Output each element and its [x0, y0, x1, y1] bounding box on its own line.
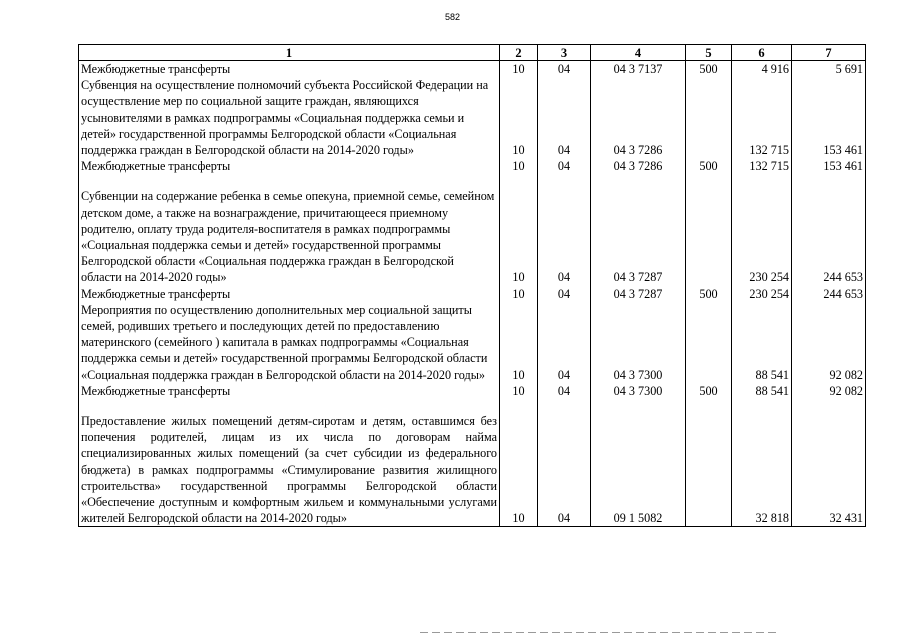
- row-name: Мероприятия по осуществлению дополнительных мер социальной защиты семей, родивших третьего и последующих детей по предоставлению материнского (семейного ) капитала в рамках подпрограммы «Социальная поддержка семьи и детей» государственной программы Белгородской области «Социальная поддержка граждан в Белгородской области на 2014-2020 годы»: [79, 302, 500, 383]
- row-value-col6: 88 541: [732, 302, 792, 383]
- row-subsection: 04: [538, 158, 591, 174]
- row-target-article: 04 3 7287: [591, 188, 686, 285]
- row-value-col6: 32 818: [732, 413, 792, 527]
- row-value-col7: 32 431: [792, 413, 866, 527]
- table-row: [79, 77, 866, 158]
- row-value-col7: 153 461: [792, 158, 866, 174]
- row-expense-type: 500: [686, 286, 732, 302]
- row-value-col6: 132 715: [732, 158, 792, 174]
- column-header-1: 1: [79, 45, 500, 61]
- scan-edge-line: [420, 632, 780, 633]
- row-subsection: 04: [538, 383, 591, 399]
- row-section: 10: [500, 286, 538, 302]
- row-value-col6: 230 254: [732, 286, 792, 302]
- row-value-col7: 92 082: [792, 383, 866, 399]
- row-name: Субвенция на осуществление полномочий субъекта Российской Федерации на осуществление мер по социальной защите граждан, являющихся усыновителями в рамках подпрограммы «Социальная поддержка семьи и детей» государственной программы Белгородской области «Социальная поддержка граждан в Белгородской области на 2014-2020 годы»: [79, 77, 500, 158]
- row-expense-type: 500: [686, 61, 732, 78]
- column-header-5: 5: [686, 45, 732, 61]
- spacer-row: [79, 399, 866, 413]
- row-subsection: 04: [538, 302, 591, 383]
- table-row: [79, 61, 866, 78]
- row-name: Субвенции на содержание ребенка в семье опекуна, приемной семье, семейном детском доме, а также на вознаграждение, причитающееся приемному родителю, оплату труда родителя-воспитателя в рамках подпрограммы «Социальная поддержка семьи и детей» государственной программы Белгородской области «Социальная поддержка граждан в Белгородской области на 2014-2020 годы»: [79, 188, 500, 285]
- row-target-article: 04 3 7137: [591, 61, 686, 78]
- row-subsection: 04: [538, 286, 591, 302]
- row-name: Межбюджетные трансферты: [79, 383, 500, 399]
- row-expense-type: [686, 188, 732, 285]
- row-section: 10: [500, 383, 538, 399]
- row-name: Межбюджетные трансферты: [79, 286, 500, 302]
- row-section: 10: [500, 302, 538, 383]
- row-value-col7: 244 653: [792, 286, 866, 302]
- row-expense-type: [686, 413, 732, 527]
- table-row: [79, 302, 866, 383]
- column-header-6: 6: [732, 45, 792, 61]
- row-value-col7: 153 461: [792, 77, 866, 158]
- row-subsection: 04: [538, 77, 591, 158]
- table-row: [79, 413, 866, 527]
- row-name: Предоставление жилых помещений детям-сиротам и детям, оставшимся без попечения родителей, лицам из их числа по договорам найма специализированных жилых помещений (за счет субсидии из федерального бюджета) в рамках подпрограммы «Стимулирование развития жилищного строительства» государственной программы Белгородской области «Обеспечение доступным и комфортным жильем и коммунальными услугами жителей Белгородской области на 2014-2020 годы»: [79, 413, 500, 527]
- table-row: [79, 383, 866, 399]
- column-header-4: 4: [591, 45, 686, 61]
- row-section: 10: [500, 188, 538, 285]
- row-target-article: 04 3 7287: [591, 286, 686, 302]
- row-name: Межбюджетные трансферты: [79, 158, 500, 174]
- column-header-2: 2: [500, 45, 538, 61]
- page-number: 582: [444, 12, 461, 22]
- spacer-row: [79, 174, 866, 188]
- row-value-col7: 5 691: [792, 61, 866, 78]
- row-section: 10: [500, 61, 538, 78]
- row-value-col6: 230 254: [732, 188, 792, 285]
- column-header-7: 7: [792, 45, 866, 61]
- row-target-article: 09 1 5082: [591, 413, 686, 527]
- table-row: [79, 158, 866, 174]
- row-value-col7: 244 653: [792, 188, 866, 285]
- row-section: 10: [500, 413, 538, 527]
- row-target-article: 04 3 7286: [591, 77, 686, 158]
- table-row: [79, 286, 866, 302]
- row-subsection: 04: [538, 61, 591, 78]
- row-section: 10: [500, 158, 538, 174]
- row-target-article: 04 3 7286: [591, 158, 686, 174]
- budget-table: [78, 44, 866, 527]
- row-value-col6: 4 916: [732, 61, 792, 78]
- table-row: [79, 188, 866, 285]
- row-expense-type: 500: [686, 158, 732, 174]
- row-expense-type: [686, 302, 732, 383]
- row-target-article: 04 3 7300: [591, 383, 686, 399]
- row-expense-type: [686, 77, 732, 158]
- table-header-row: [79, 45, 866, 61]
- row-target-article: 04 3 7300: [591, 302, 686, 383]
- row-value-col6: 88 541: [732, 383, 792, 399]
- row-value-col7: 92 082: [792, 302, 866, 383]
- row-section: 10: [500, 77, 538, 158]
- column-header-3: 3: [538, 45, 591, 61]
- row-expense-type: 500: [686, 383, 732, 399]
- row-name: Межбюджетные трансферты: [79, 61, 500, 78]
- row-value-col6: 132 715: [732, 77, 792, 158]
- row-subsection: 04: [538, 188, 591, 285]
- row-subsection: 04: [538, 413, 591, 527]
